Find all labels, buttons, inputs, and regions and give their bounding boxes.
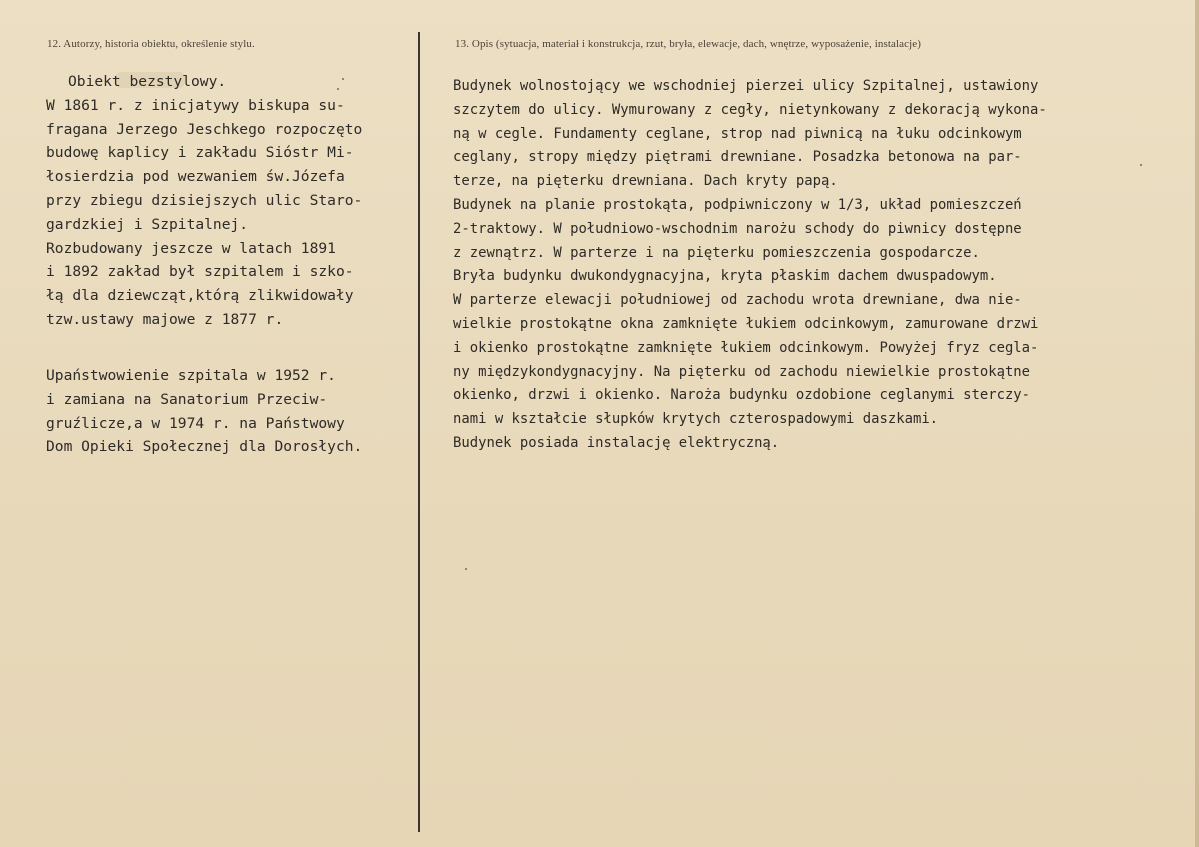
history-line: Rozbudowany jeszcze w latach 1891 (46, 239, 336, 257)
description-line: Budynek wolnostojący we wschodniej pierzei ulicy Szpitalnej, ustawiony (453, 78, 1039, 94)
description-line: wielkie prostokątne okna zamknięte łukiem odcinkowym, zamurowane drzwi (453, 315, 1039, 332)
description-line: i okienko prostokątne zamknięte łukiem odcinkowym. Powyżej fryz cegla- (453, 339, 1039, 356)
description-field-header: 13. Opis (sytuacja, materiał i konstrukcja, rzut, bryła, elewacje, dach, wnętrze, wyposażenie, instalacje) (455, 38, 921, 50)
history-line: Upaństwowienie szpitala w 1952 r. (46, 367, 336, 384)
history-line: przy zbiegu dzisiejszych ulic Staro- (46, 191, 363, 209)
description-line: ceglany, stropy między piętrami drewniane. Posadzka betonowa na par- (453, 149, 1022, 166)
description-line: nami w kształcie słupków krytych czterospadowymi daszkami. (453, 411, 939, 428)
description-line: okienko, drzwi i okienko. Naroża budynku ozdobione ceglanymi sterczy- (453, 387, 1031, 404)
paper-speck (465, 568, 467, 570)
history-text (46, 70, 362, 332)
history-line: Dom Opieki Społecznej dla Dorosłych. (46, 438, 363, 456)
column-divider (418, 32, 420, 832)
history-line: gardzkiej i Szpitalnej. (46, 215, 249, 233)
history-line: W 1861 r. z inicjatywy biskupa su- (46, 96, 345, 114)
nationalization-text (46, 364, 362, 459)
history-line: i zamiana na Sanatorium Przeciw- (46, 390, 328, 408)
history-line: fragana Jerzego Jeschkego rozpoczęto (46, 120, 363, 138)
description-line: 2-traktowy. W południowo-wschodnim narożu schody do piwnicy dostępne (453, 220, 1022, 237)
description-text (453, 75, 1047, 456)
description-line: Bryła budynku dwukondygnacyjna, kryta płaskim dachem dwuspadowym. (453, 268, 997, 285)
description-line: z zewnątrz. W parterze i na pięterku pomieszczenia gospodarcze. (453, 244, 980, 261)
paper-speck (342, 78, 344, 80)
description-line: Budynek na planie prostokąta, podpiwniczony w 1/3, układ pomieszczeń (453, 196, 1022, 213)
history-field-header: 12. Autorzy, historia obiektu, określenie stylu. (47, 38, 255, 50)
description-line: W parterze elewacji południowej od zachodu wrota drewniane, dwa nie- (453, 292, 1022, 309)
history-column (0, 0, 420, 847)
paper-speck (337, 88, 339, 90)
history-line: łą dla dziewcząt,którą zlikwidowały (46, 287, 354, 305)
history-line: gruźlicze,a w 1974 r. na Państwowy (46, 414, 345, 432)
history-line: tzw.ustawy majowe z 1877 r. (46, 310, 284, 328)
description-line: Budynek posiada instalację elektryczną. (453, 434, 780, 451)
description-line: terze, na pięterku drewniana. Dach kryty papą. (453, 173, 838, 190)
history-line: łosierdzia pod wezwaniem św.Józefa (46, 168, 345, 186)
description-line: ny międzykondygnacyjny. Na pięterku od zachodu niewielkie prostokątne (453, 363, 1031, 380)
history-line: Obiekt bezstylowy. (68, 73, 227, 90)
description-line: szczytem do ulicy. Wymurowany z cegły, nietynkowany z dekoracją wykona- (453, 101, 1047, 118)
paper-speck (1140, 164, 1142, 166)
description-line: ną w cegle. Fundamenty ceglane, strop nad piwnicą na łuku odcinkowym (453, 125, 1022, 142)
history-line: budowę kaplicy i zakładu Sióstr Mi- (46, 144, 354, 162)
description-column (421, 0, 1196, 847)
history-line: i 1892 zakład był szpitalem i szko- (46, 263, 354, 281)
